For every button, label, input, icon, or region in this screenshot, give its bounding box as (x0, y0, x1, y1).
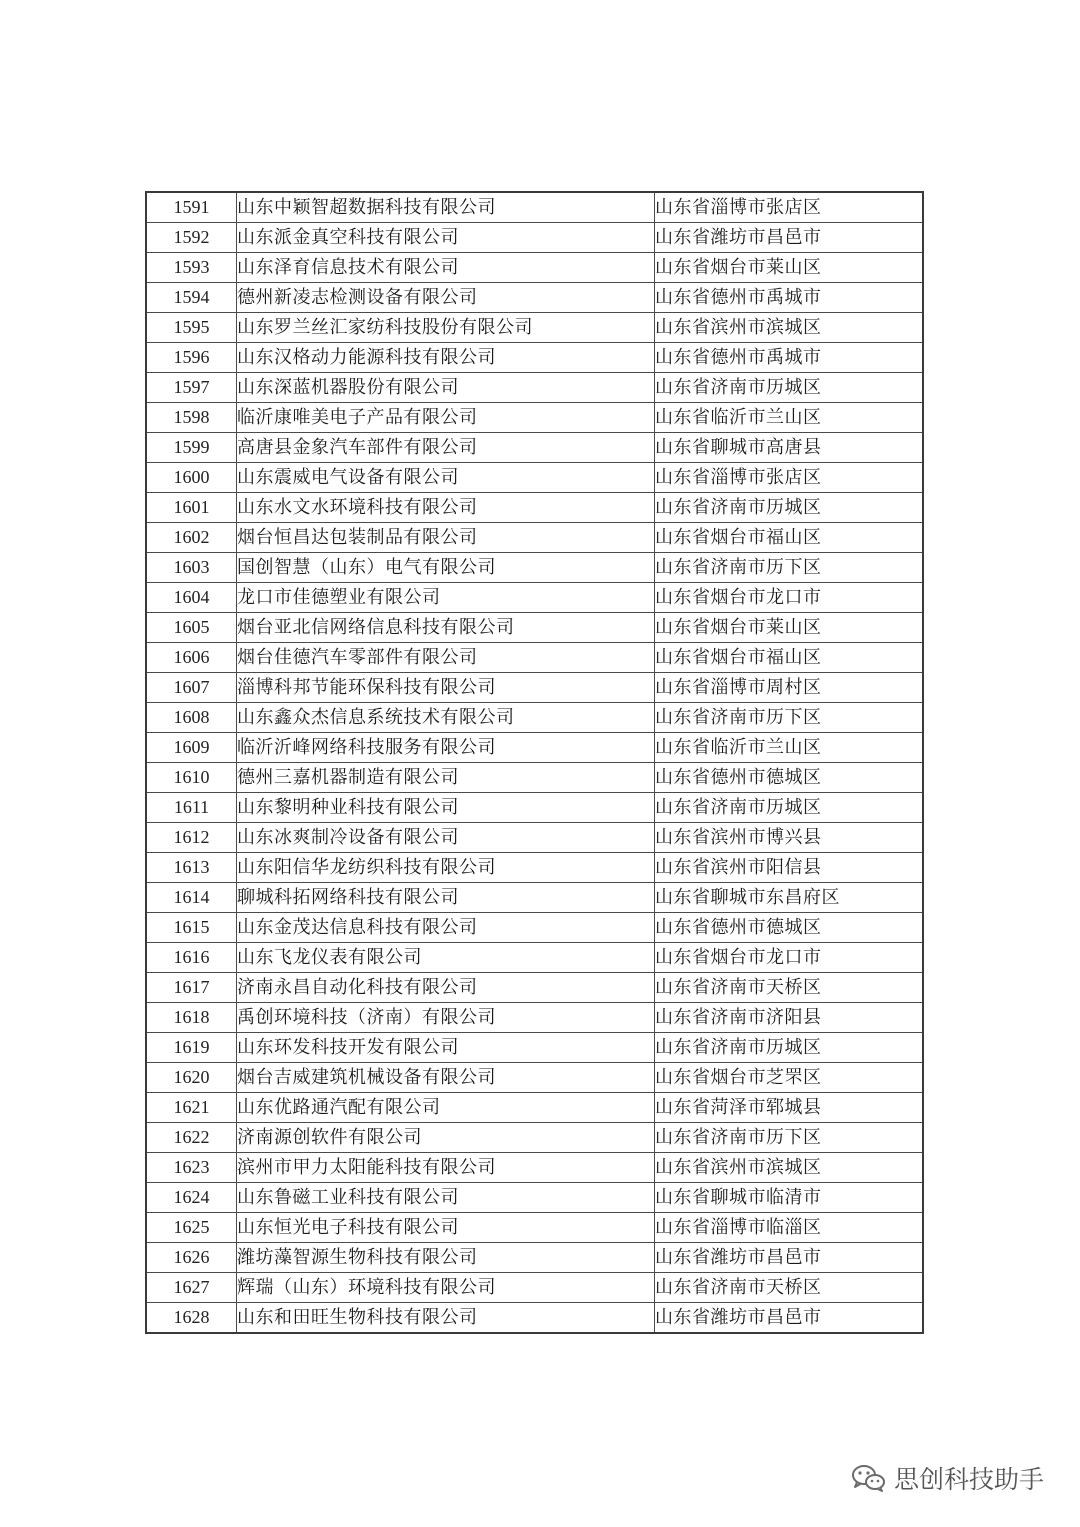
row-number: 1612 (146, 823, 237, 853)
region: 山东省济南市济阳县 (655, 1003, 924, 1033)
region: 山东省济南市历下区 (655, 703, 924, 733)
row-number: 1592 (146, 223, 237, 253)
row-number: 1616 (146, 943, 237, 973)
row-number: 1598 (146, 403, 237, 433)
row-number: 1596 (146, 343, 237, 373)
region: 山东省德州市德城区 (655, 763, 924, 793)
company-name: 德州新凌志检测设备有限公司 (237, 283, 655, 313)
company-name: 滨州市甲力太阳能科技有限公司 (237, 1153, 655, 1183)
region: 山东省潍坊市昌邑市 (655, 1303, 924, 1334)
table-row (146, 793, 923, 823)
company-name: 烟台亚北信网络信息科技有限公司 (237, 613, 655, 643)
region: 山东省烟台市芝罘区 (655, 1063, 924, 1093)
table-row (146, 223, 923, 253)
company-name: 高唐县金象汽车部件有限公司 (237, 433, 655, 463)
table-row (146, 1123, 923, 1153)
table-row (146, 853, 923, 883)
region: 山东省滨州市博兴县 (655, 823, 924, 853)
row-number: 1621 (146, 1093, 237, 1123)
company-name: 烟台佳德汽车零部件有限公司 (237, 643, 655, 673)
company-name: 潍坊藻智源生物科技有限公司 (237, 1243, 655, 1273)
company-name: 德州三嘉机器制造有限公司 (237, 763, 655, 793)
region: 山东省德州市德城区 (655, 913, 924, 943)
table-row (146, 673, 923, 703)
company-name: 聊城科拓网络科技有限公司 (237, 883, 655, 913)
table-row (146, 1093, 923, 1123)
row-number: 1602 (146, 523, 237, 553)
company-list-body (146, 192, 923, 1333)
row-number: 1593 (146, 253, 237, 283)
row-number: 1610 (146, 763, 237, 793)
region: 山东省潍坊市昌邑市 (655, 1243, 924, 1273)
table-row (146, 1243, 923, 1273)
table-row (146, 913, 923, 943)
row-number: 1601 (146, 493, 237, 523)
row-number: 1626 (146, 1243, 237, 1273)
region: 山东省烟台市莱山区 (655, 613, 924, 643)
company-list-table (145, 191, 924, 1334)
company-name: 辉瑞（山东）环境科技有限公司 (237, 1273, 655, 1303)
region: 山东省淄博市张店区 (655, 463, 924, 493)
region: 山东省济南市历城区 (655, 1033, 924, 1063)
row-number: 1603 (146, 553, 237, 583)
region: 山东省烟台市福山区 (655, 523, 924, 553)
table-row (146, 553, 923, 583)
table-row (146, 1213, 923, 1243)
company-name: 山东鑫众杰信息系统技术有限公司 (237, 703, 655, 733)
row-number: 1623 (146, 1153, 237, 1183)
region: 山东省烟台市龙口市 (655, 943, 924, 973)
company-name: 淄博科邦节能环保科技有限公司 (237, 673, 655, 703)
row-number: 1628 (146, 1303, 237, 1334)
company-name: 山东震威电气设备有限公司 (237, 463, 655, 493)
table-row (146, 433, 923, 463)
company-name: 山东派金真空科技有限公司 (237, 223, 655, 253)
region: 山东省聊城市高唐县 (655, 433, 924, 463)
table-row (146, 973, 923, 1003)
region: 山东省德州市禹城市 (655, 343, 924, 373)
company-name: 山东飞龙仪表有限公司 (237, 943, 655, 973)
table-row (146, 1273, 923, 1303)
watermark (850, 1458, 1044, 1498)
region: 山东省济南市历下区 (655, 1123, 924, 1153)
region: 山东省济南市历下区 (655, 553, 924, 583)
row-number: 1618 (146, 1003, 237, 1033)
region: 山东省德州市禹城市 (655, 283, 924, 313)
row-number: 1595 (146, 313, 237, 343)
row-number: 1609 (146, 733, 237, 763)
company-name: 烟台恒昌达包装制品有限公司 (237, 523, 655, 553)
table-row (146, 343, 923, 373)
table-row (146, 493, 923, 523)
table-row (146, 643, 923, 673)
company-name: 国创智慧（山东）电气有限公司 (237, 553, 655, 583)
company-name: 山东罗兰丝汇家纺科技股份有限公司 (237, 313, 655, 343)
row-number: 1605 (146, 613, 237, 643)
row-number: 1614 (146, 883, 237, 913)
company-name: 龙口市佳德塑业有限公司 (237, 583, 655, 613)
company-name: 烟台吉威建筑机械设备有限公司 (237, 1063, 655, 1093)
region: 山东省烟台市龙口市 (655, 583, 924, 613)
watermark-text: 思创科技助手 (893, 1465, 1044, 1494)
row-number: 1606 (146, 643, 237, 673)
company-name: 临沂沂峰网络科技服务有限公司 (237, 733, 655, 763)
row-number: 1594 (146, 283, 237, 313)
row-number: 1611 (146, 793, 237, 823)
table-row (146, 283, 923, 313)
company-name: 山东金茂达信息科技有限公司 (237, 913, 655, 943)
region: 山东省烟台市福山区 (655, 643, 924, 673)
table-row (146, 763, 923, 793)
table-row (146, 403, 923, 433)
row-number: 1619 (146, 1033, 237, 1063)
company-name: 山东深蓝机器股份有限公司 (237, 373, 655, 403)
region: 山东省烟台市莱山区 (655, 253, 924, 283)
table-row (146, 463, 923, 493)
row-number: 1597 (146, 373, 237, 403)
row-number: 1599 (146, 433, 237, 463)
region: 山东省聊城市临清市 (655, 1183, 924, 1213)
wechat-icon (850, 1463, 886, 1493)
company-name: 济南永昌自动化科技有限公司 (237, 973, 655, 1003)
region: 山东省临沂市兰山区 (655, 733, 924, 763)
table-row (146, 523, 923, 553)
table-row (146, 1183, 923, 1213)
table-row (146, 703, 923, 733)
region: 山东省滨州市滨城区 (655, 1153, 924, 1183)
company-name: 山东鲁磁工业科技有限公司 (237, 1183, 655, 1213)
region: 山东省滨州市滨城区 (655, 313, 924, 343)
region: 山东省滨州市阳信县 (655, 853, 924, 883)
row-number: 1622 (146, 1123, 237, 1153)
table-row (146, 313, 923, 343)
row-number: 1624 (146, 1183, 237, 1213)
table-row (146, 883, 923, 913)
region: 山东省济南市历城区 (655, 493, 924, 523)
row-number: 1627 (146, 1273, 237, 1303)
table-row (146, 613, 923, 643)
region: 山东省济南市天桥区 (655, 973, 924, 1003)
region: 山东省菏泽市郓城县 (655, 1093, 924, 1123)
row-number: 1617 (146, 973, 237, 1003)
region: 山东省潍坊市昌邑市 (655, 223, 924, 253)
row-number: 1613 (146, 853, 237, 883)
row-number: 1604 (146, 583, 237, 613)
row-number: 1591 (146, 192, 237, 223)
company-name: 山东环发科技开发有限公司 (237, 1033, 655, 1063)
table-row (146, 192, 923, 223)
table-row (146, 1063, 923, 1093)
company-name: 禹创环境科技（济南）有限公司 (237, 1003, 655, 1033)
row-number: 1625 (146, 1213, 237, 1243)
company-name: 山东和田旺生物科技有限公司 (237, 1303, 655, 1334)
company-name: 山东优路通汽配有限公司 (237, 1093, 655, 1123)
table-row (146, 733, 923, 763)
table-row (146, 373, 923, 403)
company-name: 山东黎明种业科技有限公司 (237, 793, 655, 823)
company-name: 临沂康唯美电子产品有限公司 (237, 403, 655, 433)
region: 山东省济南市历城区 (655, 793, 924, 823)
row-number: 1608 (146, 703, 237, 733)
table-row (146, 1303, 923, 1334)
row-number: 1615 (146, 913, 237, 943)
table-row (146, 1033, 923, 1063)
row-number: 1620 (146, 1063, 237, 1093)
table-row (146, 1003, 923, 1033)
table-row (146, 1153, 923, 1183)
company-name: 山东泽育信息技术有限公司 (237, 253, 655, 283)
region: 山东省淄博市张店区 (655, 192, 924, 223)
company-name: 山东阳信华龙纺织科技有限公司 (237, 853, 655, 883)
region: 山东省济南市历城区 (655, 373, 924, 403)
row-number: 1607 (146, 673, 237, 703)
company-name: 山东冰爽制冷设备有限公司 (237, 823, 655, 853)
table-row (146, 943, 923, 973)
table-row (146, 253, 923, 283)
company-name: 山东水文水环境科技有限公司 (237, 493, 655, 523)
region: 山东省济南市天桥区 (655, 1273, 924, 1303)
company-name: 山东中颖智超数据科技有限公司 (237, 192, 655, 223)
table-row (146, 823, 923, 853)
region: 山东省淄博市临淄区 (655, 1213, 924, 1243)
company-name: 济南源创软件有限公司 (237, 1123, 655, 1153)
table-row (146, 583, 923, 613)
row-number: 1600 (146, 463, 237, 493)
region: 山东省聊城市东昌府区 (655, 883, 924, 913)
region: 山东省淄博市周村区 (655, 673, 924, 703)
region: 山东省临沂市兰山区 (655, 403, 924, 433)
company-name: 山东恒光电子科技有限公司 (237, 1213, 655, 1243)
company-name: 山东汉格动力能源科技有限公司 (237, 343, 655, 373)
